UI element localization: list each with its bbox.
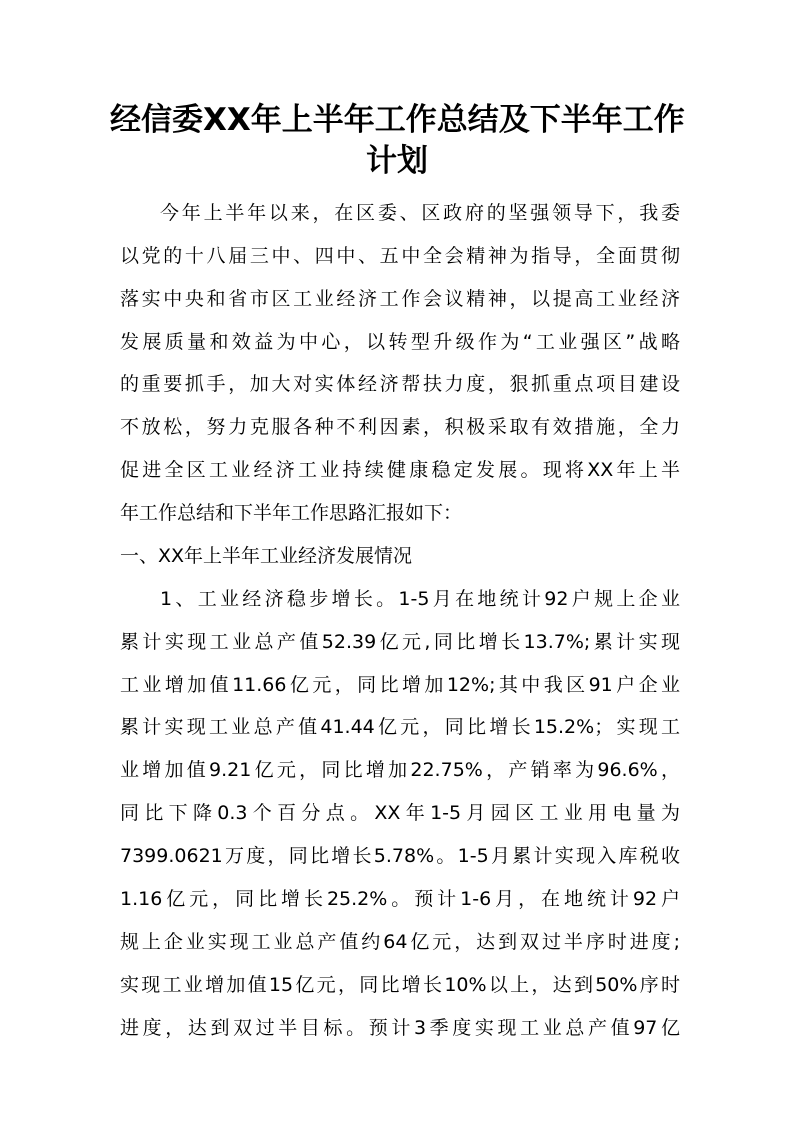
- body-line: 规上企业实现工业总产值约64亿元，达到双过半序时进度;: [120, 931, 680, 953]
- body-line: 不放松，努力克服各种不利因素，积极采取有效措施，全力: [120, 416, 680, 438]
- body-line: 1、工业经济稳步增长。1-5月在地统计92户规上企业: [160, 588, 680, 610]
- body-line: 今年上半年以来，在区委、区政府的坚强领导下，我委: [160, 202, 680, 224]
- body-line: 累计实现工业总产值52.39亿元,同比增长13.7%;累计实现: [120, 631, 680, 653]
- body-line: 发展质量和效益为中心，以转型升级作为“工业强区”战略: [120, 331, 680, 353]
- body-line: 同比下降0.3个百分点。XX年1-5月园区工业用电量为: [120, 802, 680, 824]
- body-line: 的重要抓手，加大对实体经济帮扶力度，狠抓重点项目建设: [120, 373, 680, 395]
- document-title-line-2: 计划: [366, 143, 428, 179]
- body-line: 落实中央和省市区工业经济工作会议精神，以提高工业经济: [120, 288, 680, 310]
- body-line: 促进全区工业经济工业持续健康稳定发展。现将XX年上半: [120, 459, 680, 481]
- body-line: 业增加值9.21亿元，同比增加22.75%，产销率为96.6%，: [120, 759, 680, 781]
- body-line: 7399.0621万度，同比增长5.78%。1-5月累计实现入库税收: [120, 845, 680, 867]
- body-line: 以党的十八届三中、四中、五中全会精神为指导，全面贯彻: [120, 245, 680, 267]
- body-line: 1.16亿元，同比增长25.2%。预计1-6月，在地统计92户: [120, 888, 680, 910]
- body-line: 实现工业增加值15亿元，同比增长10%以上，达到50%序时: [120, 974, 680, 996]
- body-line: 进度，达到双过半目标。预计3季度实现工业总产值97亿: [120, 1017, 680, 1039]
- body-line: 累计实现工业总产值41.44亿元，同比增长15.2%；实现工: [120, 716, 680, 738]
- document-title-line-1: 经信委XX年上半年工作总结及下半年工作: [110, 102, 685, 138]
- body-line: 年工作总结和下半年工作思路汇报如下：: [120, 502, 463, 524]
- body-line: 工业增加值11.66亿元，同比增加12%;其中我区91户企业: [120, 674, 680, 696]
- section-heading: 一、XX年上半年工业经济发展情况: [120, 545, 413, 567]
